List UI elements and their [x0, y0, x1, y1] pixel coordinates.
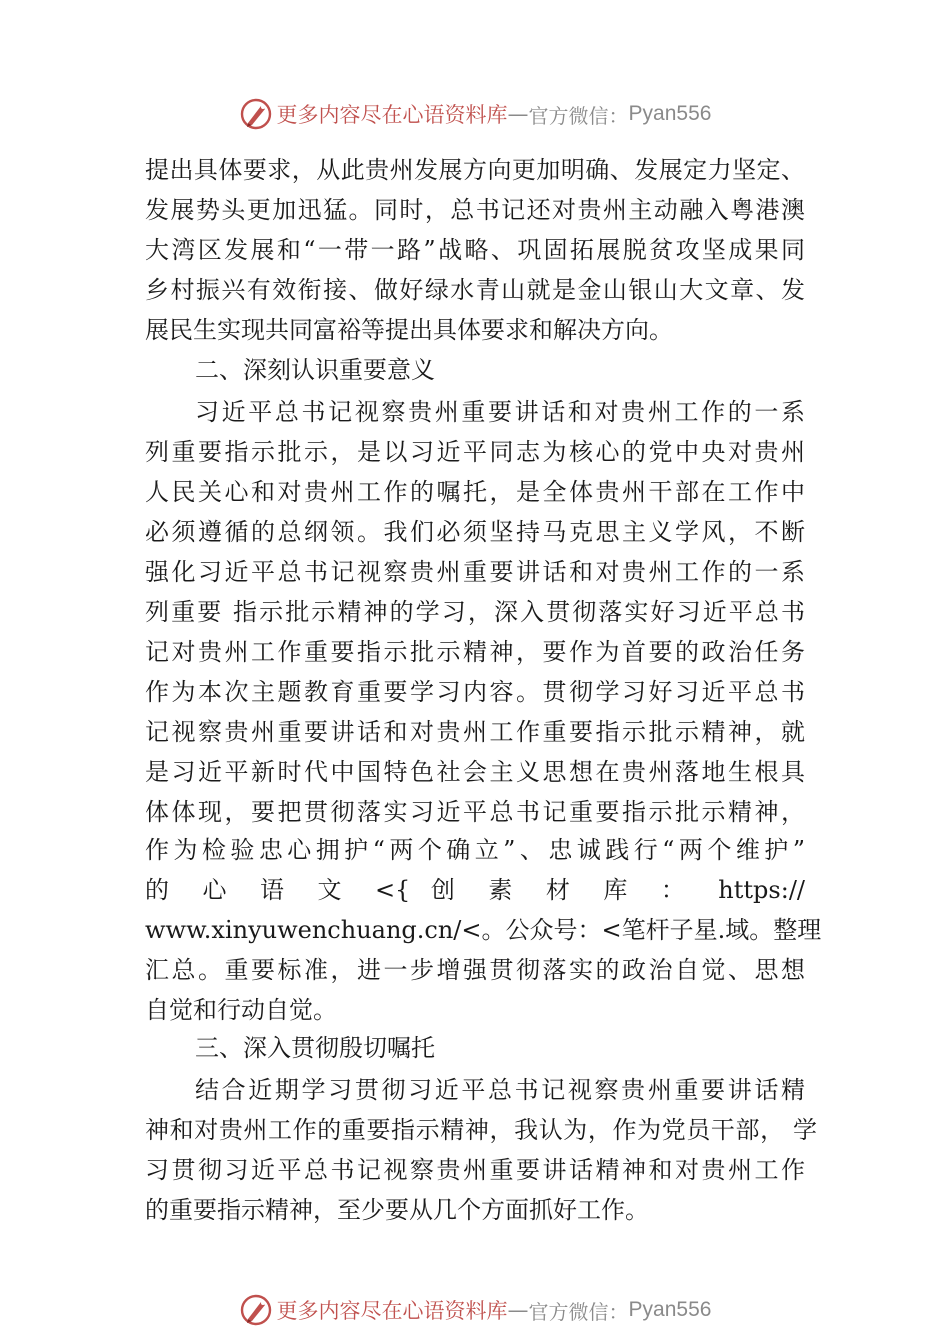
text-line: 结合近期学习贯彻习近平总书记视察贵州重要讲话精 — [195, 1076, 805, 1104]
banner-dash: — — [507, 1298, 529, 1322]
banner-brand-text: 更多内容尽在心语资料库 — [276, 1299, 508, 1323]
banner-wechat-label: 官方微信： — [528, 1299, 629, 1324]
banner-dash: — — [507, 102, 529, 126]
text-line: 提出具体要求，从此贵州发展方向更加明确、发展定力坚定、 — [145, 156, 805, 184]
banner-wechat-id: Pyan556 — [628, 1298, 712, 1321]
text-line: 习贯彻习近平总书记视察贵州重要讲话精神和对贵州工作 — [145, 1156, 805, 1184]
header-watermark-banner — [0, 94, 950, 134]
section-heading-3: 三、深入贯彻殷切嘱托 — [195, 1034, 435, 1062]
text-line: 体体现，要把贯彻落实习近平总书记重要指示批示精神， — [145, 798, 805, 826]
text-line: 大湾区发展和“一带一路”战略、巩固拓展脱贫攻坚成果同 — [145, 236, 805, 264]
text-line: 汇总。重要标准，进一步增强贯彻落实的政治自觉、思想 — [145, 956, 805, 984]
text-line: 乡村振兴有效衔接、做好绿水青山就是金山银山大文章、发 — [145, 276, 805, 304]
text-line: 记视察贵州重要讲话和对贵州工作重要指示批示精神，就 — [145, 718, 805, 746]
text-line: 作为检验忠心拥护“两个确立”、忠诚践行“两个维护” — [145, 836, 805, 864]
text-line: 列重要 指示批示精神的学习，深入贯彻落实好习近平总书 — [145, 598, 805, 626]
text-line: www.xinyuwenchuang.cn/<。公众号：<笔杆子星.域。整理 — [145, 916, 822, 944]
text-line: 发展势头更加迅猛。同时，总书记还对贵州主动融入粤港澳 — [145, 196, 805, 224]
text-line: 自觉和行动自觉。 — [145, 996, 337, 1024]
text-line: 的 心 语 文 <{ 创 素 材 库 ： https:// — [145, 876, 805, 904]
text-line: 列重要指示批示，是以习近平同志为核心的党中央对贵州 — [145, 438, 805, 466]
text-line: 神和对贵州工作的重要指示精神，我认为，作为党员干部， 学 — [145, 1116, 817, 1144]
banner-wechat-id: Pyan556 — [628, 102, 712, 125]
text-line: 是习近平新时代中国特色社会主义思想在贵州落地生根具 — [145, 758, 805, 786]
text-line: 人民关心和对贵州工作的嘱托，是全体贵州干部在工作中 — [145, 478, 805, 506]
text-line: 的重要指示精神，至少要从几个方面抓好工作。 — [145, 1196, 649, 1224]
text-line: 习近平总书记视察贵州重要讲话和对贵州工作的一系 — [195, 398, 805, 426]
text-line: 记对贵州工作重要指示批示精神，要作为首要的政治任务 — [145, 638, 805, 666]
text-line: 作为本次主题教育重要学习内容。贯彻学习好习近平总书 — [145, 678, 805, 706]
text-line: 展民生实现共同富裕等提出具体要求和解决方向。 — [145, 316, 673, 344]
pen-logo-icon — [239, 97, 273, 131]
section-heading-2: 二、深刻认识重要意义 — [195, 356, 435, 384]
text-line: 必须遵循的总纲领。我们必须坚持马克思主义学风，不断 — [145, 518, 805, 546]
banner-brand-text: 更多内容尽在心语资料库 — [276, 103, 508, 127]
pen-logo-icon — [239, 1293, 273, 1327]
footer-watermark-banner — [0, 1290, 950, 1330]
text-line: 强化习近平总书记视察贵州重要讲话和对贵州工作的一系 — [145, 558, 805, 586]
banner-wechat-label: 官方微信： — [528, 103, 629, 128]
